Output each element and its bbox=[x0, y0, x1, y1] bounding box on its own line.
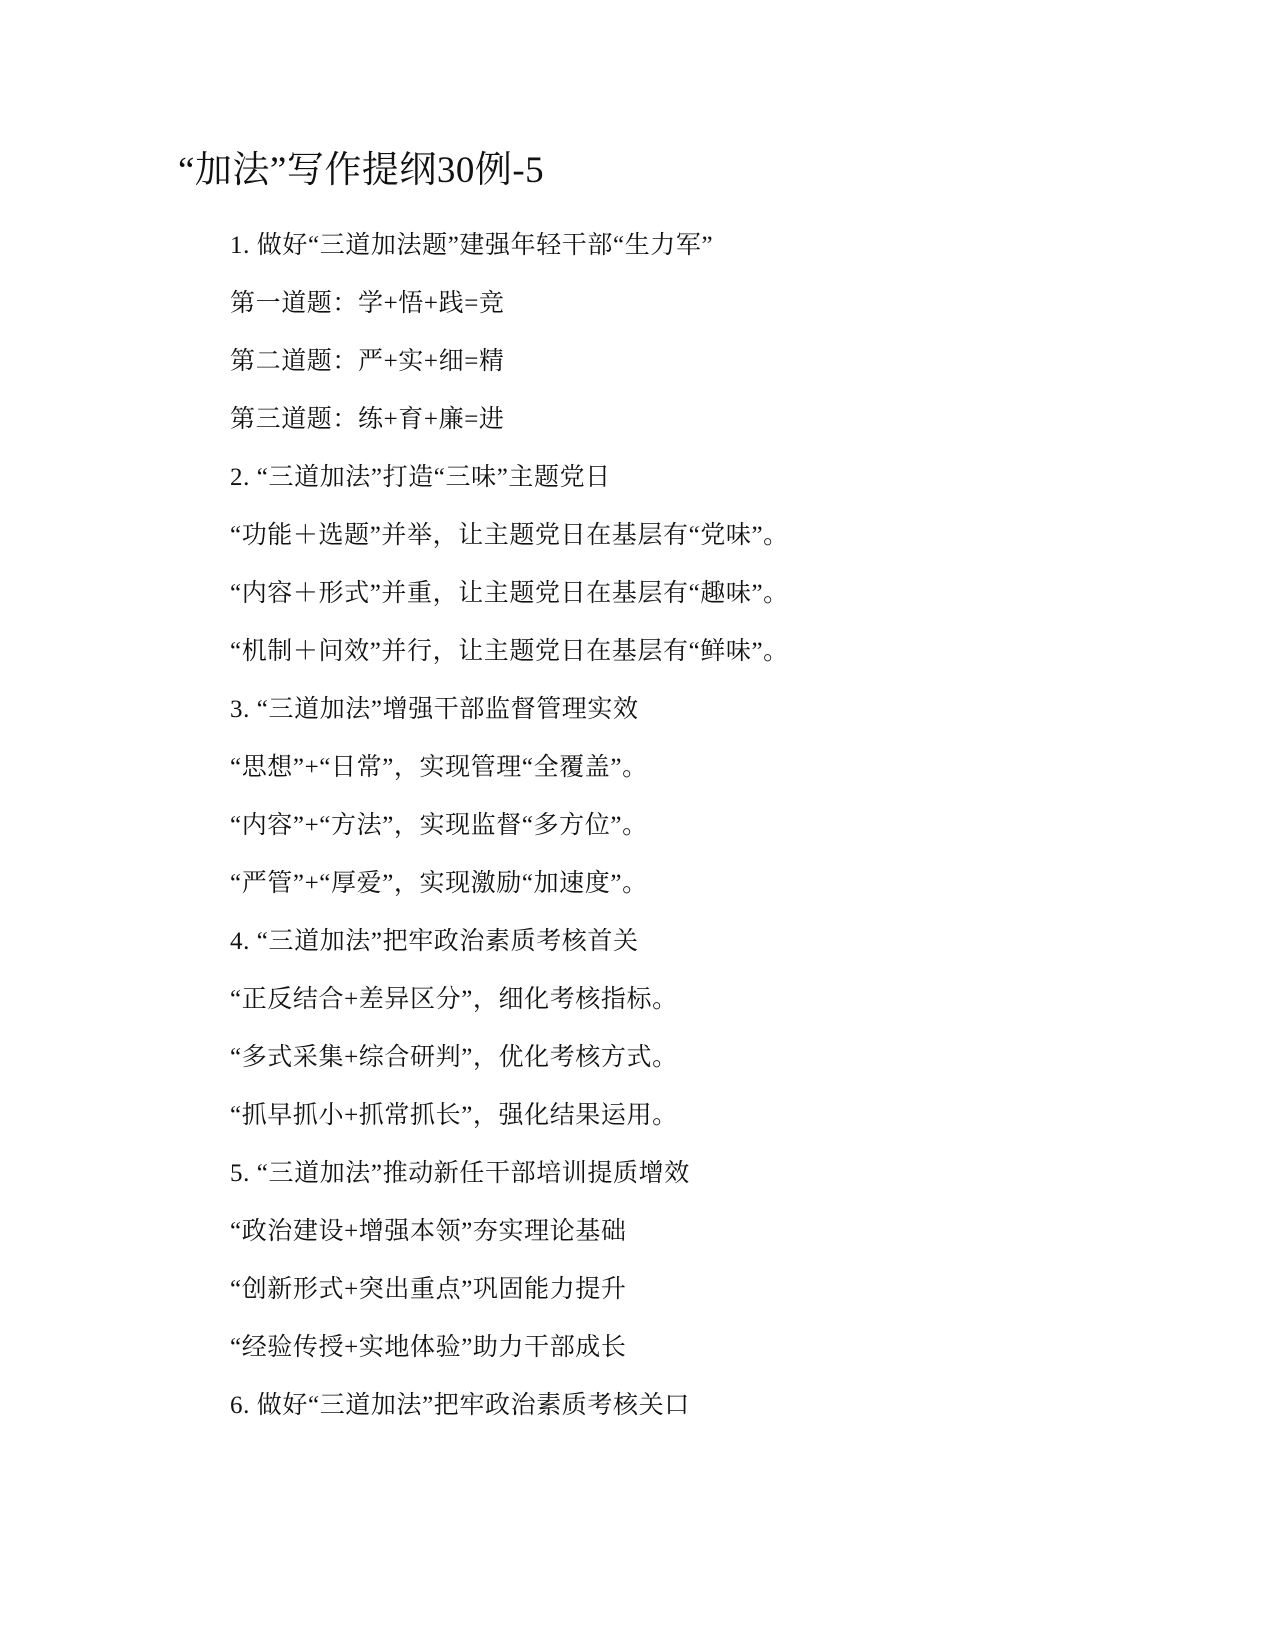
outline-item: “经验传授+实地体验”助力干部成长 bbox=[230, 1334, 627, 1361]
outline-item: “抓早抓小+抓常抓长”，强化结果运用。 bbox=[230, 1102, 678, 1129]
outline-item: “机制＋问效”并行，让主题党日在基层有“鲜味”。 bbox=[230, 638, 789, 665]
outline-item: “政治建设+增强本领”夯实理论基础 bbox=[230, 1218, 627, 1245]
outline-heading-1: 1. 做好“三道加法题”建强年轻干部“生力军” bbox=[230, 232, 714, 259]
outline-item: 第三道题：练+育+廉=进 bbox=[230, 406, 505, 433]
outline-item: “多式采集+综合研判”，优化考核方式。 bbox=[230, 1044, 678, 1071]
outline-item: 第二道题：严+实+细=精 bbox=[230, 348, 505, 375]
outline-heading-5: 5. “三道加法”推动新任干部培训提质增效 bbox=[230, 1160, 690, 1187]
outline-heading-6: 6. 做好“三道加法”把牢政治素质考核关口 bbox=[230, 1392, 690, 1419]
outline-heading-3: 3. “三道加法”增强干部监督管理实效 bbox=[230, 696, 639, 723]
outline-item: “创新形式+突出重点”巩固能力提升 bbox=[230, 1276, 627, 1303]
outline-list bbox=[230, 217, 1130, 1435]
outline-item: “思想”+“日常”，实现管理“全覆盖”。 bbox=[230, 754, 648, 781]
outline-heading-4: 4. “三道加法”把牢政治素质考核首关 bbox=[230, 928, 639, 955]
outline-item: 第一道题：学+悟+践=竞 bbox=[230, 290, 505, 317]
document-title: “加法”写作提纲30例-5 bbox=[178, 150, 545, 191]
outline-item: “正反结合+差异区分”，细化考核指标。 bbox=[230, 986, 678, 1013]
outline-item: “内容＋形式”并重，让主题党日在基层有“趣味”。 bbox=[230, 580, 789, 607]
outline-item: “严管”+“厚爱”，实现激励“加速度”。 bbox=[230, 870, 648, 897]
outline-heading-2: 2. “三道加法”打造“三味”主题党日 bbox=[230, 464, 611, 491]
outline-item: “内容”+“方法”，实现监督“多方位”。 bbox=[230, 812, 648, 839]
outline-item: “功能＋选题”并举，让主题党日在基层有“党味”。 bbox=[230, 522, 789, 549]
